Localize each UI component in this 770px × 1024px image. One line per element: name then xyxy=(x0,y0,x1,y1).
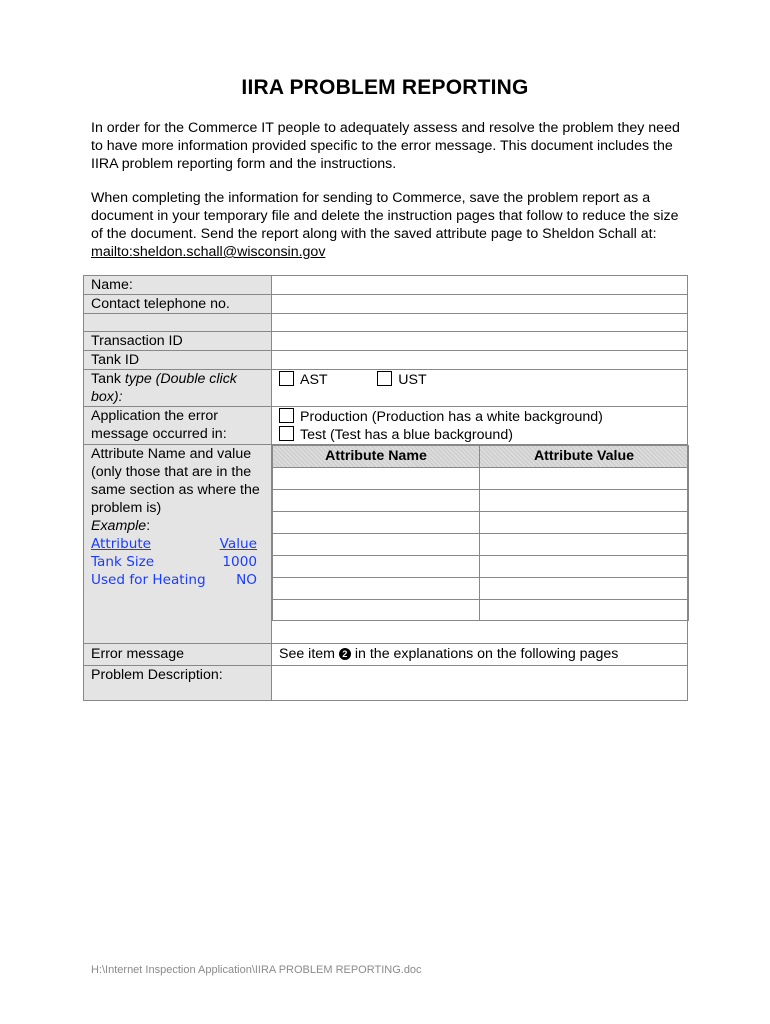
attribute-instructions: Attribute Name and value (only those that are in the same section as where the problem is) xyxy=(91,446,260,516)
attribute-value-cell[interactable] xyxy=(480,556,689,578)
problem-description-label: Problem Description: xyxy=(84,666,272,701)
test-checkbox[interactable] xyxy=(279,426,294,441)
production-checkbox[interactable] xyxy=(279,408,294,423)
attribute-value-cell[interactable] xyxy=(480,512,689,534)
attribute-value-cell[interactable] xyxy=(480,490,689,512)
spacer-field xyxy=(272,314,688,332)
example-header-row: Attribute Value xyxy=(91,536,257,552)
transaction-id-label: Transaction ID xyxy=(84,332,272,351)
instructions-text: When completing the information for sending to Commerce, save the problem report as a document in your temporary file and delete the instruction pages that follow to reduce the size of the document. Send the report along with the saved attribute page to Sheldon Schall at: xyxy=(91,190,679,242)
attribute-name-cell[interactable] xyxy=(273,468,480,490)
ast-label: AST xyxy=(300,372,328,388)
tank-id-field[interactable] xyxy=(272,351,688,370)
attribute-name-cell[interactable] xyxy=(273,600,480,621)
tank-id-label: Tank ID xyxy=(84,351,272,370)
attribute-table xyxy=(272,445,689,621)
application-label: Application the error message occurred in: xyxy=(84,407,272,445)
file-path-footer: H:\Internet Inspection Application\IIRA PROBLEM REPORTING.doc xyxy=(91,964,422,976)
example-block xyxy=(91,535,271,589)
attribute-name-header: Attribute Name xyxy=(273,446,480,468)
attribute-value-cell[interactable] xyxy=(480,534,689,556)
phone-label: Contact telephone no. xyxy=(84,295,272,314)
contact-email-link[interactable]: mailto:sheldon.schall@wisconsin.gov xyxy=(91,244,326,260)
error-message-field[interactable]: See item 2 in the explanations on the following pages xyxy=(272,644,688,666)
application-options xyxy=(272,407,688,445)
name-field[interactable] xyxy=(272,276,688,295)
example-row: Used for Heating NO xyxy=(91,572,257,588)
example-heading: Example: xyxy=(91,518,151,534)
spacer-cell xyxy=(84,314,272,332)
attribute-value-cell[interactable] xyxy=(480,600,689,621)
tank-type-label: Tank type (Double click box): xyxy=(84,370,272,407)
attribute-section-label xyxy=(84,445,272,644)
ast-checkbox[interactable] xyxy=(279,371,294,386)
test-label: Test (Test has a blue background) xyxy=(300,427,513,443)
attribute-table-cell xyxy=(272,445,688,644)
attribute-name-cell[interactable] xyxy=(273,490,480,512)
name-label: Name: xyxy=(84,276,272,295)
problem-report-form xyxy=(83,275,688,701)
ust-label: UST xyxy=(398,372,427,388)
document-title: IIRA PROBLEM REPORTING xyxy=(241,76,529,99)
attribute-name-cell[interactable] xyxy=(273,512,480,534)
intro-paragraph: In order for the Commerce IT people to adequately assess and resolve the problem they need to have more information provided specific to the error message. This document includes the IIRA problem reporting form and the instructions. xyxy=(91,120,680,172)
phone-field[interactable] xyxy=(272,295,688,314)
ust-checkbox[interactable] xyxy=(377,371,392,386)
attribute-value-cell[interactable] xyxy=(480,578,689,600)
problem-description-field[interactable] xyxy=(272,666,688,701)
attribute-name-cell[interactable] xyxy=(273,534,480,556)
item-number-icon: 2 xyxy=(339,648,351,660)
error-message-label: Error message xyxy=(84,644,272,666)
transaction-id-field[interactable] xyxy=(272,332,688,351)
tank-type-options xyxy=(272,370,688,407)
instructions-paragraph xyxy=(91,189,691,261)
example-row: Tank Size 1000 xyxy=(91,554,257,570)
attribute-value-cell[interactable] xyxy=(480,468,689,490)
production-label: Production (Production has a white background) xyxy=(300,409,603,425)
attribute-name-cell[interactable] xyxy=(273,556,480,578)
attribute-name-cell[interactable] xyxy=(273,578,480,600)
attribute-value-header: Attribute Value xyxy=(480,446,689,468)
